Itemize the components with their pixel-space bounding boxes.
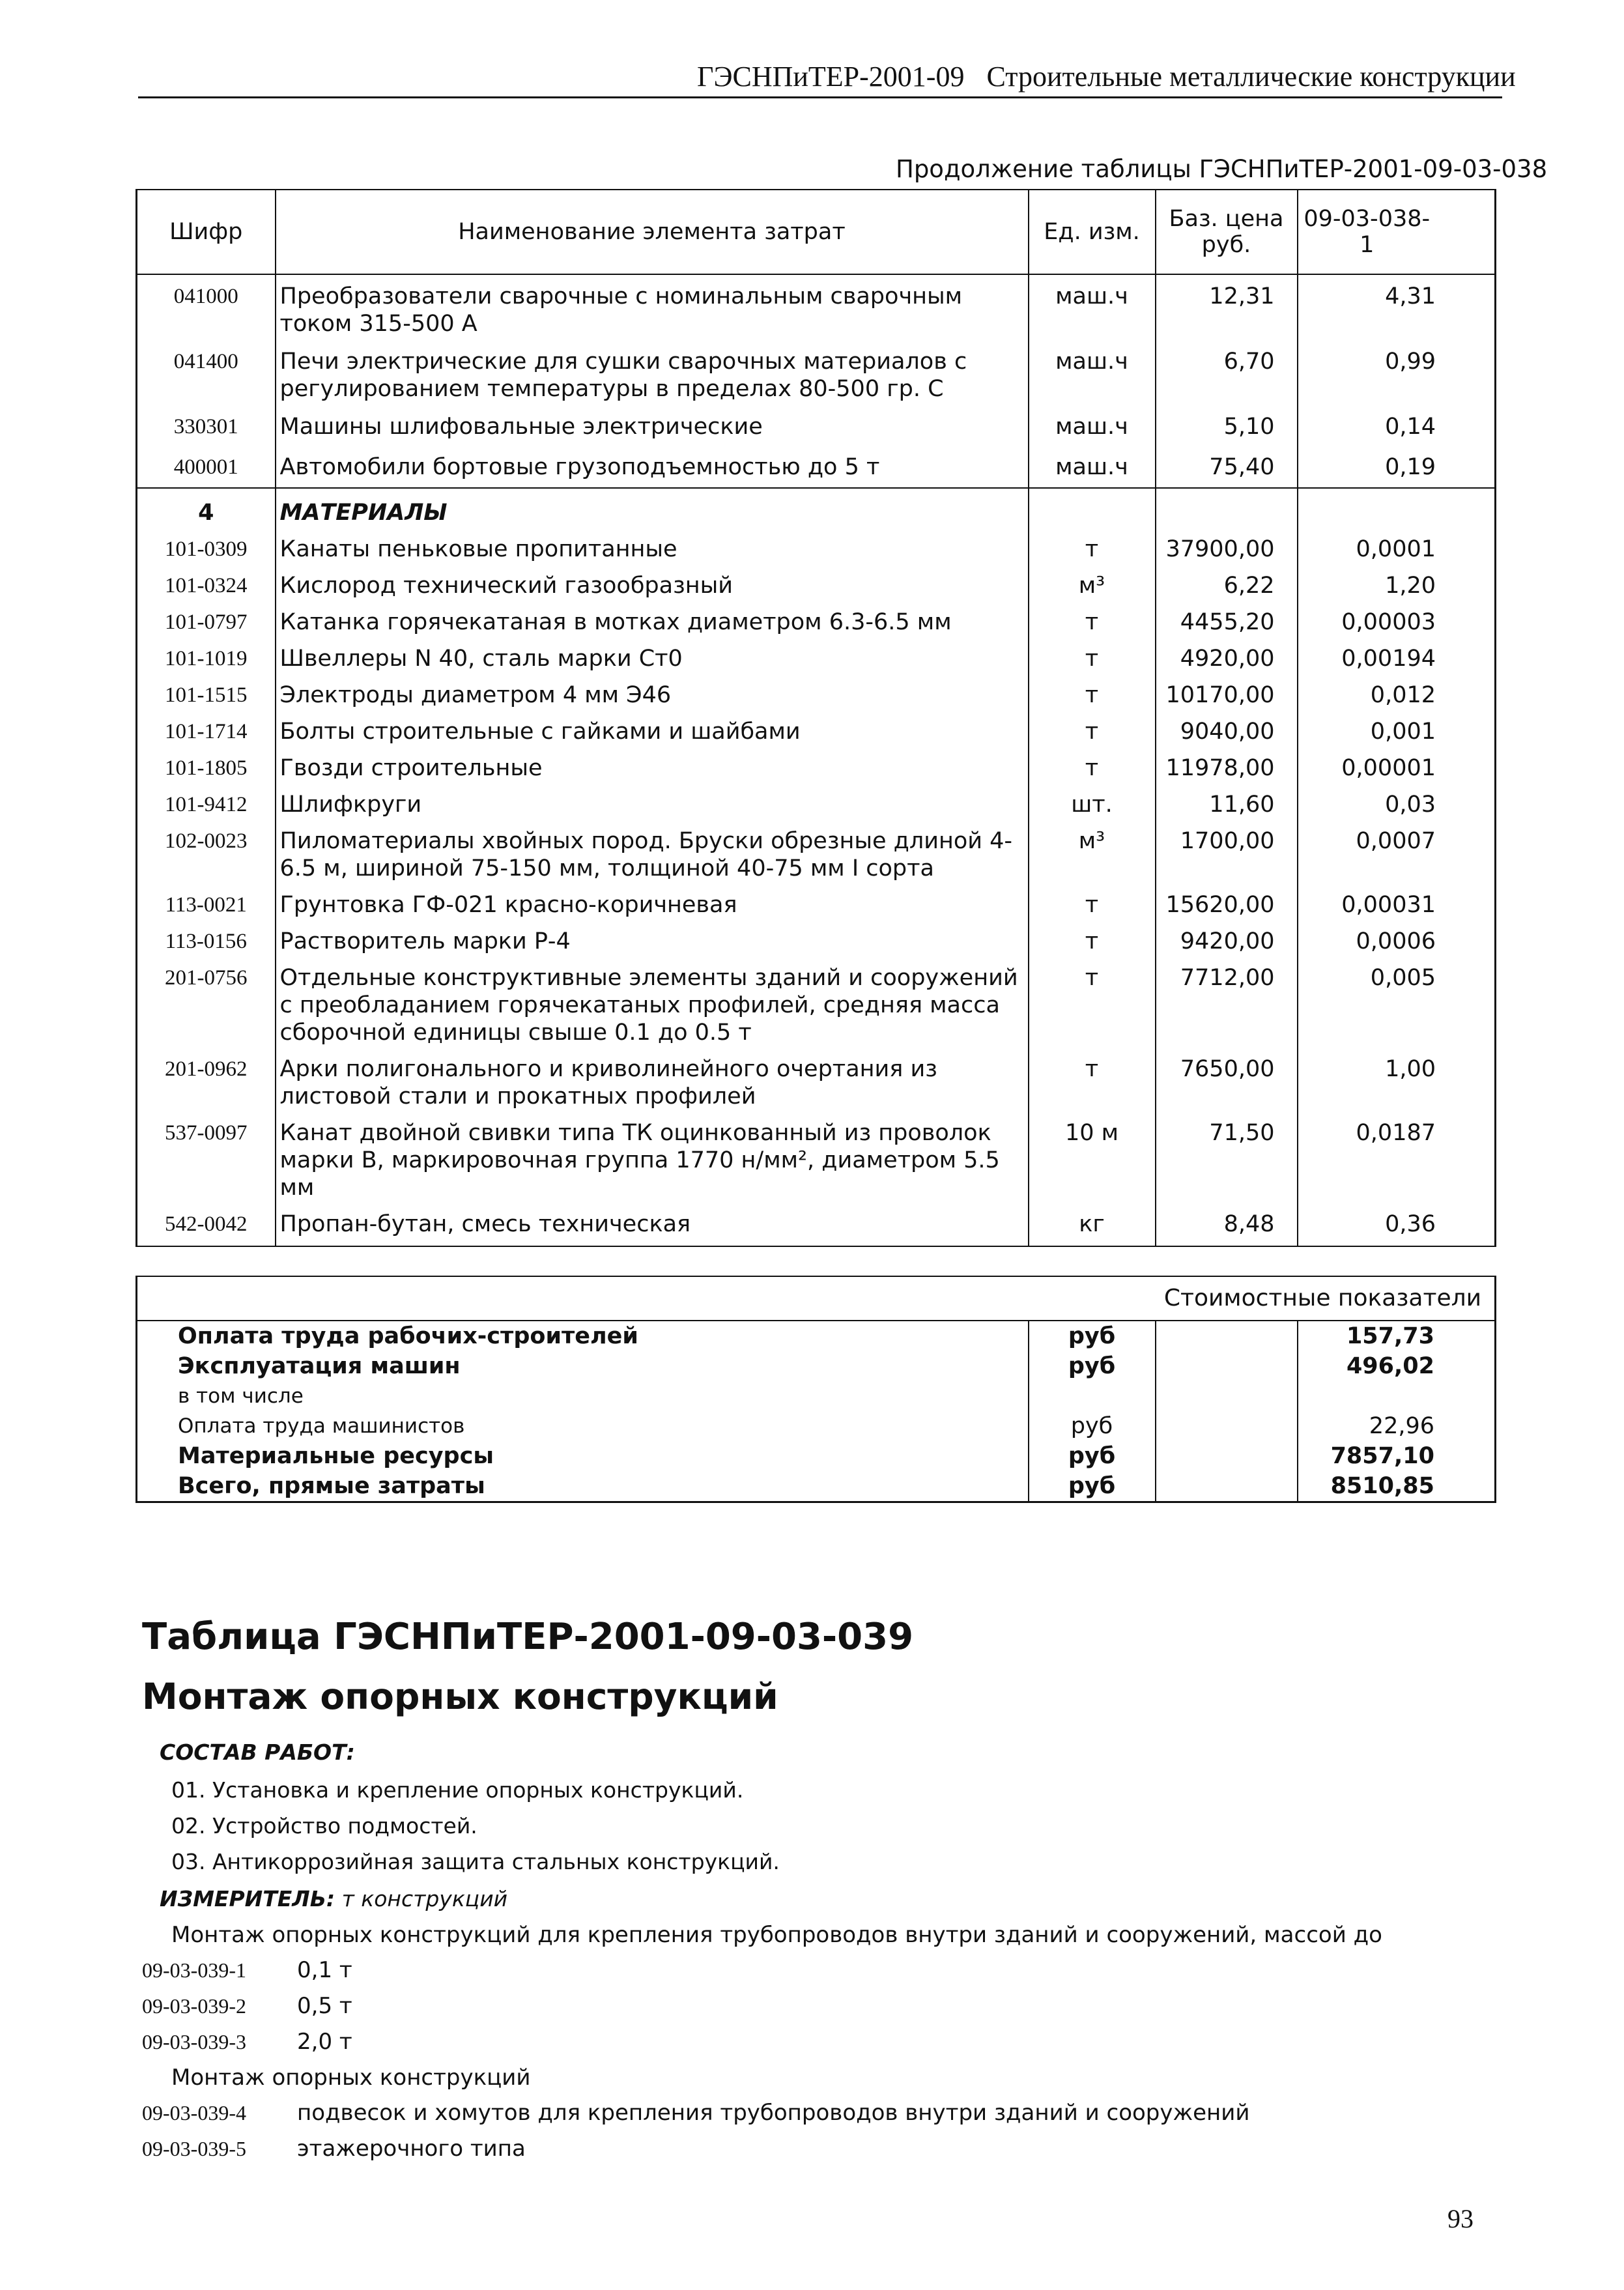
indicator-row	[137, 1441, 1496, 1471]
cell-code: 041400	[137, 337, 276, 403]
cost-indicators-table	[135, 1276, 1496, 1503]
norm-text: 0,1 т	[297, 1957, 352, 1983]
cell-price: 11,60	[1156, 782, 1298, 818]
norm-code: 09-03-039-2	[142, 1994, 246, 2018]
indicators-title: Стоимостные показатели	[137, 1276, 1496, 1321]
norm-code: 09-03-039-1	[142, 1958, 246, 1982]
cell-unit: т	[1029, 672, 1156, 709]
cell-name: Пропан-бутан, смесь техническая	[276, 1201, 1029, 1246]
continuation-caption: Продолжение таблицы ГЭСНПиТЕР-2001-09-03-038	[896, 155, 1548, 183]
cell-name: Пиломатериалы хвойных пород. Бруски обрезные длиной 4-6.5 м, шириной 75-150 мм, толщиной 40-75 мм I сорта	[276, 818, 1029, 882]
cell-norm: 0,00001	[1298, 745, 1496, 782]
col-header-name: Наименование элемента затрат	[276, 190, 1029, 274]
cell-name: Швеллеры N 40, сталь марки Ст0	[276, 636, 1029, 672]
indicator-value: 496,02	[1298, 1351, 1496, 1381]
header-code: ГЭСНПиТЕР-2001-09	[697, 61, 965, 93]
cell-price: 9040,00	[1156, 709, 1298, 745]
indicator-row	[137, 1411, 1496, 1441]
cell-norm: 0,00031	[1298, 882, 1496, 919]
cell-name: Катанка горячекатаная в мотках диаметром 6.3-6.5 мм	[276, 599, 1029, 636]
cell-norm: 0,36	[1298, 1201, 1496, 1246]
page-number: 93	[1447, 2204, 1474, 2233]
cell-code: 101-1515	[137, 672, 276, 709]
cell-price: 4920,00	[1156, 636, 1298, 672]
indicator-value: 7857,10	[1298, 1441, 1496, 1471]
cell-code: 101-0324	[137, 563, 276, 599]
cell-code: 101-1714	[137, 709, 276, 745]
cell-name: Электроды диаметром 4 мм Э46	[276, 672, 1029, 709]
table-row	[137, 1201, 1496, 1246]
cell-code: 102-0023	[137, 818, 276, 882]
cell-name: Печи электрические для сушки сварочных материалов с регулированием температуры в пределах 80-500 гр. С	[276, 337, 1029, 403]
norm-code: 09-03-039-3	[142, 2030, 246, 2054]
cell-unit: шт.	[1029, 782, 1156, 818]
table-row	[137, 745, 1496, 782]
works-label: СОСТАВ РАБОТ:	[160, 1739, 355, 1765]
col-header-norm: 09-03-038-1	[1298, 190, 1496, 274]
cell-code: 041000	[137, 274, 276, 337]
cell-norm: 0,001	[1298, 709, 1496, 745]
table-header-row	[137, 190, 1496, 274]
indicator-label: Материальные ресурсы	[137, 1441, 1029, 1471]
col-header-unit: Ед. изм.	[1029, 190, 1156, 274]
col-header-code: Шифр	[137, 190, 276, 274]
table-row	[137, 818, 1496, 882]
cell-name: Канат двойной свивки типа ТК оцинкованный из проволок марки В, маркировочная группа 1770 н/мм², диаметром 5.5 мм	[276, 1110, 1029, 1201]
cell-name: Болты строительные с гайками и шайбами	[276, 709, 1029, 745]
table-row	[137, 526, 1496, 563]
table-row	[137, 709, 1496, 745]
cell-name: Автомобили бортовые грузоподъемностью до 5 т	[276, 440, 1029, 488]
indicator-unit: руб	[1029, 1411, 1156, 1441]
indicator-value: 22,96	[1298, 1411, 1496, 1441]
table-row	[137, 563, 1496, 599]
table-row	[137, 782, 1496, 818]
section-row	[137, 488, 1496, 526]
norm-intro: Монтаж опорных конструкций	[171, 2065, 531, 2091]
table-row	[137, 274, 1496, 337]
cell-unit: м³	[1029, 818, 1156, 882]
cell-norm: 1,00	[1298, 1046, 1496, 1110]
cell-unit: т	[1029, 882, 1156, 919]
cell-price: 12,31	[1156, 274, 1298, 337]
cell-unit: т	[1029, 709, 1156, 745]
section-number: 4	[137, 488, 276, 526]
cell-unit: маш.ч	[1029, 337, 1156, 403]
cell-price: 7712,00	[1156, 955, 1298, 1046]
cell-price: 15620,00	[1156, 882, 1298, 919]
cell-norm: 0,03	[1298, 782, 1496, 818]
running-header	[697, 60, 1516, 93]
indicator-row	[137, 1471, 1496, 1502]
cell-price: 1700,00	[1156, 818, 1298, 882]
norm-text: 2,0 т	[297, 2029, 352, 2055]
cell-unit: маш.ч	[1029, 403, 1156, 440]
cell-norm: 0,19	[1298, 440, 1496, 488]
cell-code: 542-0042	[137, 1201, 276, 1246]
cell-code: 101-0309	[137, 526, 276, 563]
table-row	[137, 1046, 1496, 1110]
table-row	[137, 403, 1496, 440]
cell-norm: 0,00194	[1298, 636, 1496, 672]
cell-unit: маш.ч	[1029, 440, 1156, 488]
cell-norm: 0,00003	[1298, 599, 1496, 636]
next-table-title: Таблица ГЭСНПиТЕР-2001-09-03-039	[142, 1616, 914, 1658]
norm-text: подвесок и хомутов для крепления трубопроводов внутри зданий и сооружений	[297, 2100, 1250, 2126]
cell-norm: 0,012	[1298, 672, 1496, 709]
cell-price: 8,48	[1156, 1201, 1298, 1246]
cell-name: Кислород технический газообразный	[276, 563, 1029, 599]
cell-code: 400001	[137, 440, 276, 488]
table-row	[137, 440, 1496, 488]
cell-price: 6,70	[1156, 337, 1298, 403]
indicator-unit: руб	[1029, 1351, 1156, 1381]
cell-code: 101-1805	[137, 745, 276, 782]
cell-price: 71,50	[1156, 1110, 1298, 1201]
cell-name: Машины шлифовальные электрические	[276, 403, 1029, 440]
cell-price: 37900,00	[1156, 526, 1298, 563]
materials-body	[137, 526, 1496, 1246]
table-row	[137, 599, 1496, 636]
cell-unit: т	[1029, 955, 1156, 1046]
cell-norm: 1,20	[1298, 563, 1496, 599]
cell-code: 113-0156	[137, 919, 276, 955]
norm-intro: Монтаж опорных конструкций для крепления трубопроводов внутри зданий и сооружений, массой до	[171, 1922, 1382, 1948]
indicator-unit: руб	[1029, 1441, 1156, 1471]
cell-code: 101-9412	[137, 782, 276, 818]
cell-name: Шлифкруги	[276, 782, 1029, 818]
cell-code: 330301	[137, 403, 276, 440]
cell-unit: т	[1029, 745, 1156, 782]
work-item: 02. Устройство подмостей.	[171, 1813, 477, 1839]
cell-code: 201-0962	[137, 1046, 276, 1110]
indicator-unit: руб	[1029, 1321, 1156, 1351]
header-title: Строительные металлические конструкции	[986, 61, 1516, 93]
cell-norm: 0,0187	[1298, 1110, 1496, 1201]
cell-code: 113-0021	[137, 882, 276, 919]
table-row	[137, 919, 1496, 955]
cell-price: 5,10	[1156, 403, 1298, 440]
cell-code: 101-1019	[137, 636, 276, 672]
cell-code: 537-0097	[137, 1110, 276, 1201]
indicator-row	[137, 1381, 1496, 1411]
next-table-subtitle: Монтаж опорных конструкций	[142, 1676, 778, 1717]
cell-norm: 0,0001	[1298, 526, 1496, 563]
cell-name: Отдельные конструктивные элементы зданий и сооружений с преобладанием горячекатаных профилей, средняя масса сборочной единицы свыше 0.1 до 0.5 т	[276, 955, 1029, 1046]
indicator-unit: руб	[1029, 1471, 1156, 1502]
cell-unit: кг	[1029, 1201, 1156, 1246]
cell-price: 9420,00	[1156, 919, 1298, 955]
cell-price: 7650,00	[1156, 1046, 1298, 1110]
norm-code: 09-03-039-5	[142, 2137, 246, 2160]
indicator-value: 8510,85	[1298, 1471, 1496, 1502]
cell-price: 10170,00	[1156, 672, 1298, 709]
cell-name: Растворитель марки Р-4	[276, 919, 1029, 955]
cell-norm: 0,005	[1298, 955, 1496, 1046]
cell-norm: 0,14	[1298, 403, 1496, 440]
norm-code: 09-03-039-4	[142, 2101, 246, 2125]
table-row	[137, 882, 1496, 919]
table-row	[137, 1110, 1496, 1201]
norm-text: этажерочного типа	[297, 2136, 526, 2162]
indicator-row	[137, 1351, 1496, 1381]
cell-price: 4455,20	[1156, 599, 1298, 636]
indicator-label: Эксплуатация машин	[137, 1351, 1029, 1381]
cell-norm: 4,31	[1298, 274, 1496, 337]
table-row	[137, 672, 1496, 709]
col-header-price: Баз. цена руб.	[1156, 190, 1298, 274]
resource-table	[135, 189, 1496, 1247]
cell-price: 6,22	[1156, 563, 1298, 599]
measure-label: ИЗМЕРИТЕЛЬ:	[160, 1886, 335, 1911]
indicator-label: Оплата труда рабочих-строителей	[137, 1321, 1029, 1351]
cell-code: 201-0756	[137, 955, 276, 1046]
cell-name: Канаты пеньковые пропитанные	[276, 526, 1029, 563]
indicator-label: в том числе	[137, 1381, 1029, 1411]
cell-price: 75,40	[1156, 440, 1298, 488]
table-row	[137, 955, 1496, 1046]
indicator-label: Оплата труда машинистов	[137, 1411, 1029, 1441]
cell-unit: т	[1029, 526, 1156, 563]
cell-name: Преобразователи сварочные с номинальным сварочным током 315-500 А	[276, 274, 1029, 337]
cell-price: 11978,00	[1156, 745, 1298, 782]
work-item: 03. Антикоррозийная защита стальных конструкций.	[171, 1849, 780, 1874]
cell-name: Гвозди строительные	[276, 745, 1029, 782]
cell-code: 101-0797	[137, 599, 276, 636]
cell-unit: т	[1029, 919, 1156, 955]
norm-text: 0,5 т	[297, 1993, 352, 2019]
cell-unit: маш.ч	[1029, 274, 1156, 337]
cell-name: Арки полигонального и криволинейного очертания из листовой стали и прокатных профилей	[276, 1046, 1029, 1110]
indicator-value: 157,73	[1298, 1321, 1496, 1351]
cell-name: Грунтовка ГФ-021 красно-коричневая	[276, 882, 1029, 919]
cell-unit: т	[1029, 1046, 1156, 1110]
table-row	[137, 337, 1496, 403]
cell-norm: 0,99	[1298, 337, 1496, 403]
work-item: 01. Установка и крепление опорных конструкций.	[171, 1777, 744, 1803]
cell-unit: т	[1029, 636, 1156, 672]
cell-unit: т	[1029, 599, 1156, 636]
cell-norm: 0,0007	[1298, 818, 1496, 882]
table-row	[137, 636, 1496, 672]
cell-norm: 0,0006	[1298, 919, 1496, 955]
indicator-row	[137, 1321, 1496, 1351]
measure-line	[160, 1886, 507, 1911]
header-rule	[138, 96, 1502, 98]
indicator-label: Всего, прямые затраты	[137, 1471, 1029, 1502]
cell-unit: 10 м	[1029, 1110, 1156, 1201]
measure-value: т конструкций	[341, 1886, 508, 1911]
cell-unit: м³	[1029, 563, 1156, 599]
section-name: МАТЕРИАЛЫ	[276, 488, 1029, 526]
